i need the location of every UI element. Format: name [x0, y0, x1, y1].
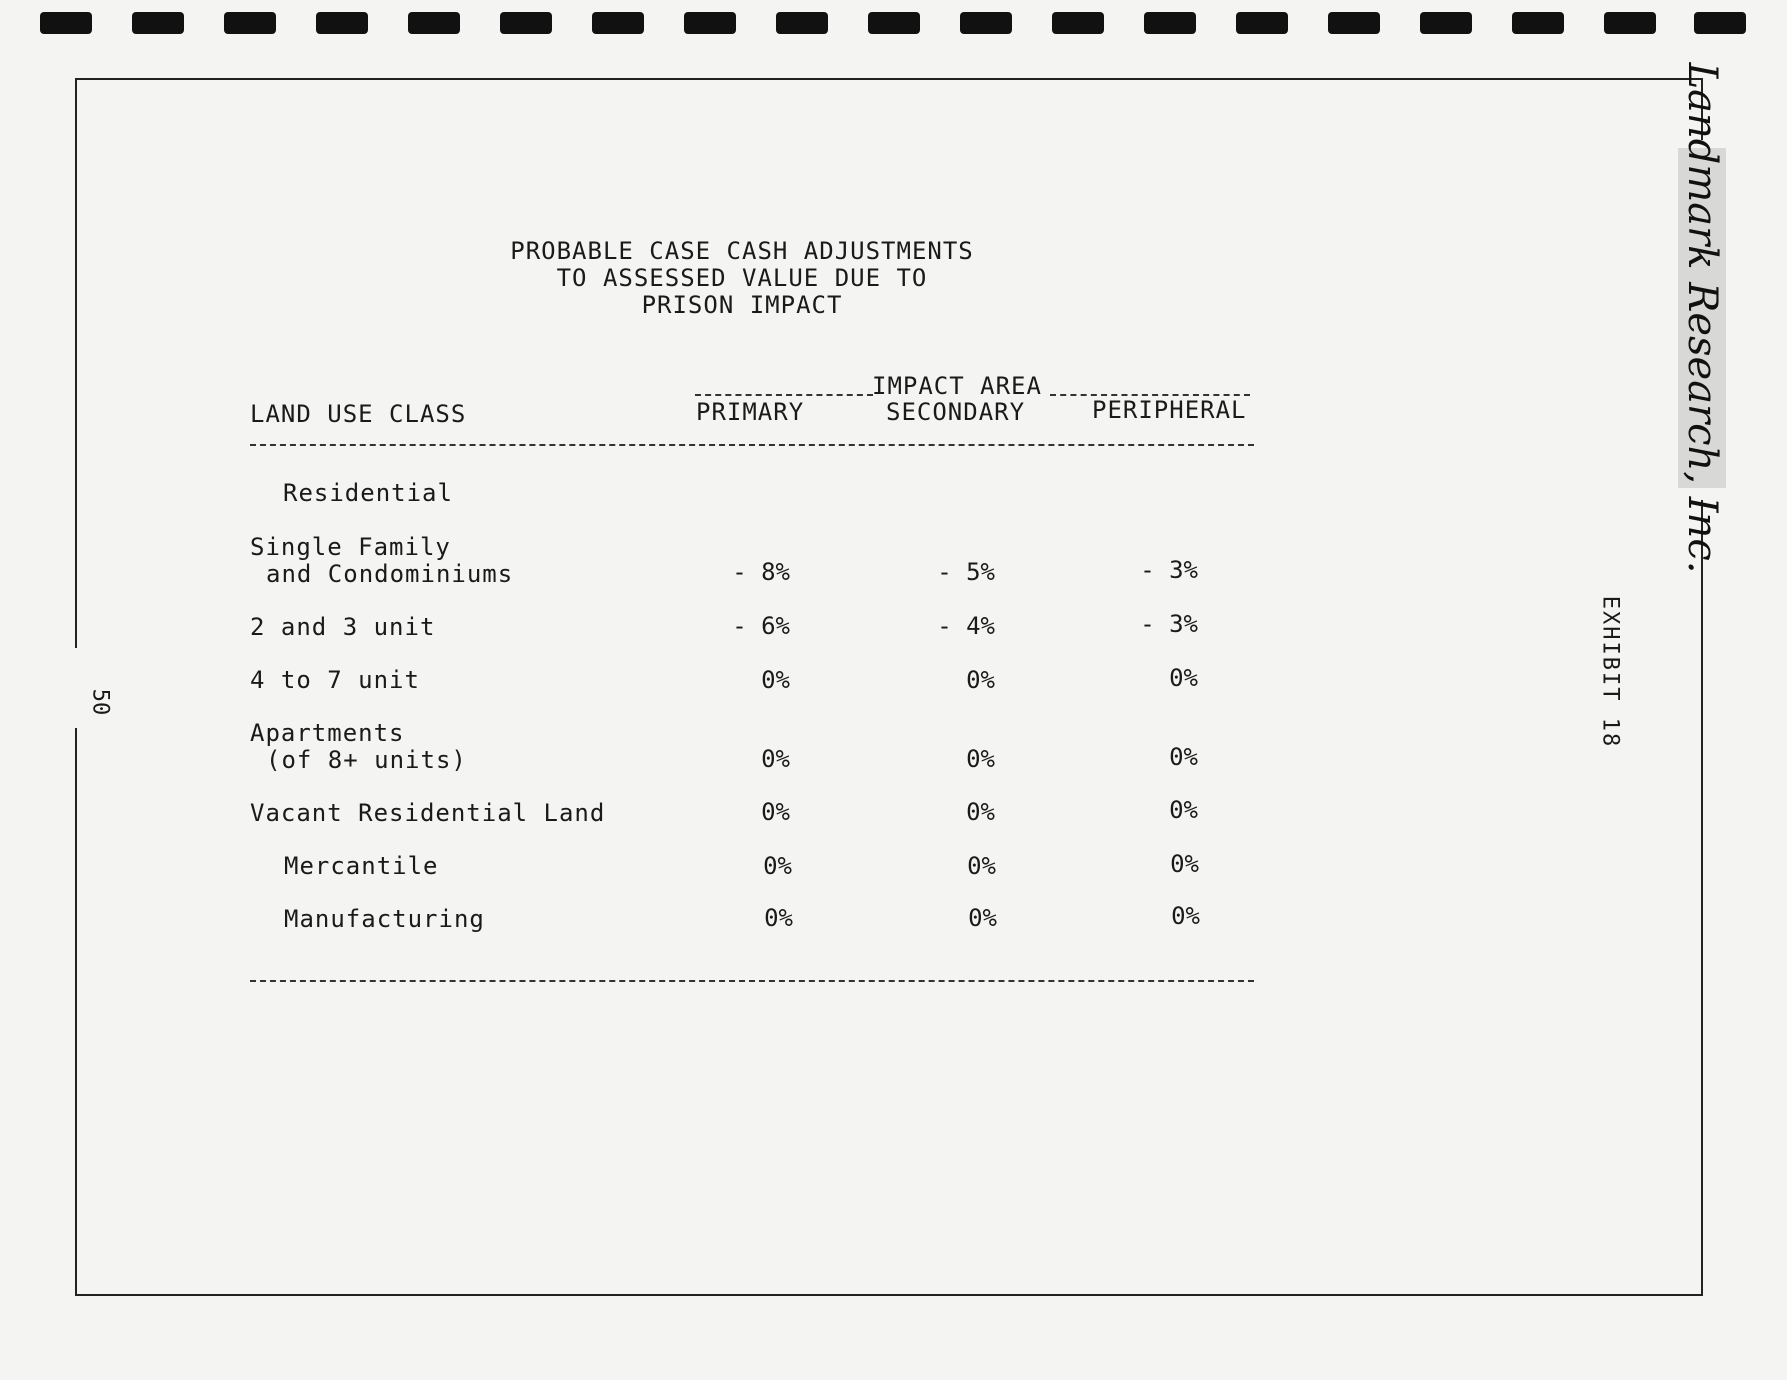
table-cell: 0%: [761, 666, 790, 694]
table-cell: 0%: [1169, 743, 1198, 771]
row-label-line-1: Manufacturing: [284, 905, 485, 933]
binder-hole: [1512, 12, 1564, 34]
binder-hole: [1052, 12, 1104, 34]
binder-holes: [40, 12, 1750, 36]
table-cell: 0%: [1169, 796, 1198, 824]
company-stamp-text: Landmark Research, Inc.: [1679, 62, 1725, 574]
table-cell: 0%: [1169, 664, 1198, 692]
binder-hole: [224, 12, 276, 34]
binder-hole: [500, 12, 552, 34]
frame-gap-left: [68, 648, 84, 728]
row-label-line-1: 2 and 3 unit: [250, 613, 436, 641]
header-divider: [250, 444, 1254, 446]
row-label-line-2: and Condominiums: [266, 560, 514, 588]
table-cell: 0%: [966, 666, 995, 694]
binder-hole: [960, 12, 1012, 34]
binder-hole: [1144, 12, 1196, 34]
binder-hole: [1694, 12, 1746, 34]
table-cell: 0%: [764, 904, 793, 932]
binder-hole: [776, 12, 828, 34]
table-cell: - 8%: [732, 558, 790, 586]
table-row-label: [284, 853, 439, 880]
title-line-2: TO ASSESSED VALUE DUE TO: [556, 264, 928, 292]
column-header-secondary: SECONDARY: [886, 398, 1026, 426]
table-row-label: [284, 906, 485, 933]
impact-area-header: IMPACT AREA: [872, 372, 1042, 400]
impact-area-rule-left: [695, 394, 873, 396]
binder-hole: [316, 12, 368, 34]
title-line-3: PRISON IMPACT: [641, 291, 843, 319]
row-label-line-2: (of 8+ units): [266, 746, 467, 774]
table-cell: 0%: [763, 852, 792, 880]
exhibit-label: EXHIBIT 18: [1597, 595, 1623, 749]
binder-hole: [408, 12, 460, 34]
table-cell: 0%: [1171, 902, 1200, 930]
binder-hole: [592, 12, 644, 34]
table-cell: - 6%: [732, 612, 790, 640]
table-cell: - 5%: [937, 558, 995, 586]
column-header-primary: PRIMARY: [696, 398, 805, 426]
title-line-1: PROBABLE CASE CASH ADJUSTMENTS: [510, 237, 974, 265]
binder-hole: [132, 12, 184, 34]
row-label-line-1: Apartments: [250, 719, 405, 747]
table-cell: 0%: [967, 852, 996, 880]
binder-hole: [868, 12, 920, 34]
table-cell: 0%: [966, 798, 995, 826]
table-cell: - 3%: [1140, 556, 1198, 584]
table-cell: - 4%: [937, 612, 995, 640]
row-label-line-1: Mercantile: [284, 852, 439, 880]
column-header-peripheral: PERIPHERAL: [1092, 396, 1247, 424]
binder-hole: [1328, 12, 1380, 34]
table-row-label: [250, 800, 605, 827]
row-label-line-1: 4 to 7 unit: [250, 666, 420, 694]
table-row-label: [250, 720, 467, 774]
table-row-label: [250, 614, 435, 641]
binder-hole: [1420, 12, 1472, 34]
table-bottom-rule: [250, 980, 1254, 982]
land-use-class-header: LAND USE CLASS: [250, 400, 467, 428]
table-cell: 0%: [761, 798, 790, 826]
table-row-label: [250, 534, 513, 588]
binder-hole: [40, 12, 92, 34]
table-cell: 0%: [968, 904, 997, 932]
section-residential: Residential: [283, 479, 453, 507]
document-title: [510, 238, 973, 319]
table-row-label: [250, 667, 420, 694]
binder-hole: [1236, 12, 1288, 34]
binder-hole: [1604, 12, 1656, 34]
page-number: 50: [87, 688, 113, 716]
table-cell: - 3%: [1140, 610, 1198, 638]
table-cell: 0%: [1170, 850, 1199, 878]
table-cell: 0%: [761, 745, 790, 773]
binder-hole: [684, 12, 736, 34]
row-label-line-1: Vacant Residential Land: [250, 799, 606, 827]
row-label-line-1: Single Family: [250, 533, 451, 561]
table-cell: 0%: [966, 745, 995, 773]
